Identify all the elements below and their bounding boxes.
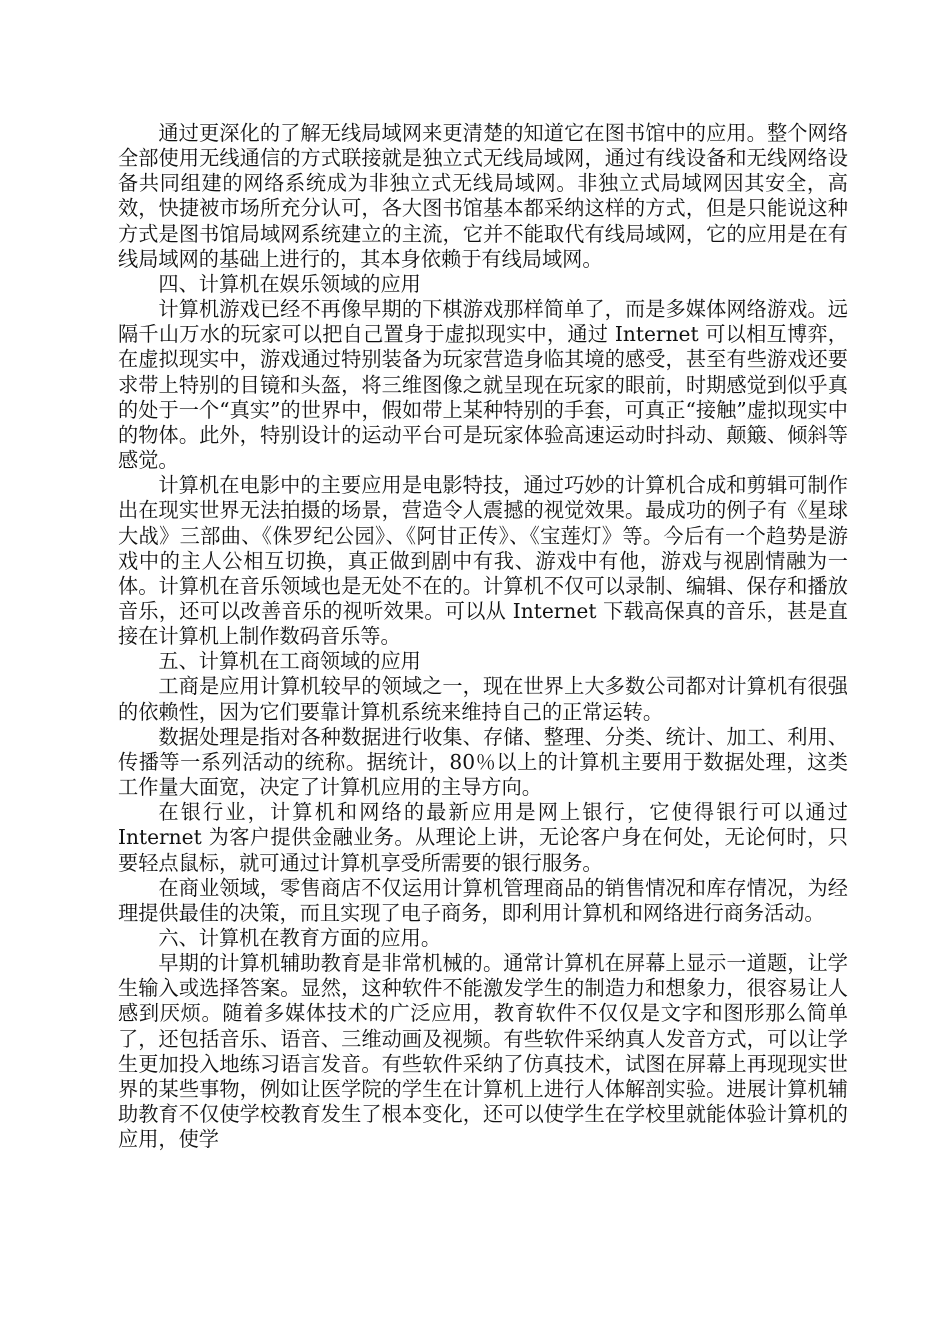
paragraph-film-music: 计算机在电影中的主要应用是电影特技，通过巧妙的计算机合成和剪辑可制作出在现实世界无法拍摄的场景，营造令人震撼的视觉效果。最成功的例子有《星球大战》三部曲、《侏罗纪公园》、《阿甘正传》、《宝莲灯》等。今后有一个趋势是游戏中的主人公相互切换，真正做到剧中有我、游戏中有他，游戏与视剧情融为一体。计算机在音乐领域也是无处不在的。计算机不仅可以录制、编辑、保存和播放音乐，还可以改善音乐的视听效果。可以从 Internet 下载高保真的音乐，甚是直接在计算机上制作数码音乐等。	[118, 473, 848, 649]
paragraph-business-intro: 工商是应用计算机较早的领域之一，现在世界上大多数公司都对计算机有很强的依赖性，因为它们要靠计算机系统来维持自己的正常运转。	[118, 674, 848, 724]
section-heading-business: 五、计算机在工商领域的应用	[158, 649, 421, 674]
paragraph-data-processing: 数据处理是指对各种数据进行收集、存储、整理、分类、统计、加工、利用、传播等一系列活动的统称。据统计，80％以上的计算机主要用于数据处理，这类工作量大面宽，决定了计算机应用的主导方向。	[118, 724, 848, 800]
paragraph-commerce: 在商业领域，零售商店不仅运用计算机管理商品的销售情况和库存情况，为经理提供最佳的决策，而且实现了电子商务，即利用计算机和网络进行商务活动。	[118, 875, 848, 925]
section-heading-education: 六、计算机在教育方面的应用。	[158, 926, 442, 950]
paragraph-banking: 在银行业，计算机和网络的最新应用是网上银行，它使得银行可以通过 Internet 为客户提供金融业务。从理论上讲，无论客户身在何处，无论何时，只要轻点鼠标，就可通过计算机享受所需要的银行服务。	[118, 800, 848, 875]
section-heading-entertainment: 四、计算机在娱乐领域的应用	[158, 271, 421, 296]
paragraph-wireless-lan: 通过更深化的了解无线局域网来更清楚的知道它在图书馆中的应用。整个网络全部使用无线通信的方式联接就是独立式无线局域网，通过有线设备和无线网络设备共同组建的网络系统成为非独立式无线局域网。非独立式局域网因其安全，高效，快捷被市场所充分认可，各大图书馆基本都采纳这样的方式，但是只能说这种方式是图书馆局域网系统建立的主流，它并不能取代有线局域网，它的应用是在有线局域网的基础上进行的，其本身依赖于有线局域网。	[118, 121, 848, 271]
paragraph-games: 计算机游戏已经不再像早期的下棋游戏那样简单了，而是多媒体网络游戏。远隔千山万水的玩家可以把自己置身于虚拟现实中，通过 Internet 可以相互博弈，在虚拟现实中，游戏通过特别装备为玩家营造身临其境的感受，甚至有些游戏还要求带上特别的目镜和头盔，将三维图像之就呈现在玩家的眼前，时期感觉到似乎真的处于一个“真实”的世界中，假如带上某种特别的手套，可真正“接触”虚拟现实中的物体。此外，特别设计的运动平台可是玩家体验高速运动时抖动、颠簸、倾斜等感觉。	[118, 297, 848, 473]
document-body	[118, 121, 848, 1152]
paragraph-education: 早期的计算机辅助教育是非常机械的。通常计算机在屏幕上显示一道题，让学生输入或选择答案。显然，这种软件不能激发学生的制造力和想象力，很容易让人感到厌烦。随着多媒体技术的广泛应用，教育软件不仅仅是文字和图形那么简单了，还包括音乐、语音、三维动画及视频。有些软件采纳真人发音方式，可以让学生更加投入地练习语言发音。有些软件采纳了仿真技术，试图在屏幕上再现现实世界的某些事物，例如让医学院的学生在计算机上进行人体解剖实验。进展计算机辅助教育不仅使学校教育发生了根本变化，还可以使学生在学校里就能体验计算机的应用，使学	[118, 951, 848, 1152]
